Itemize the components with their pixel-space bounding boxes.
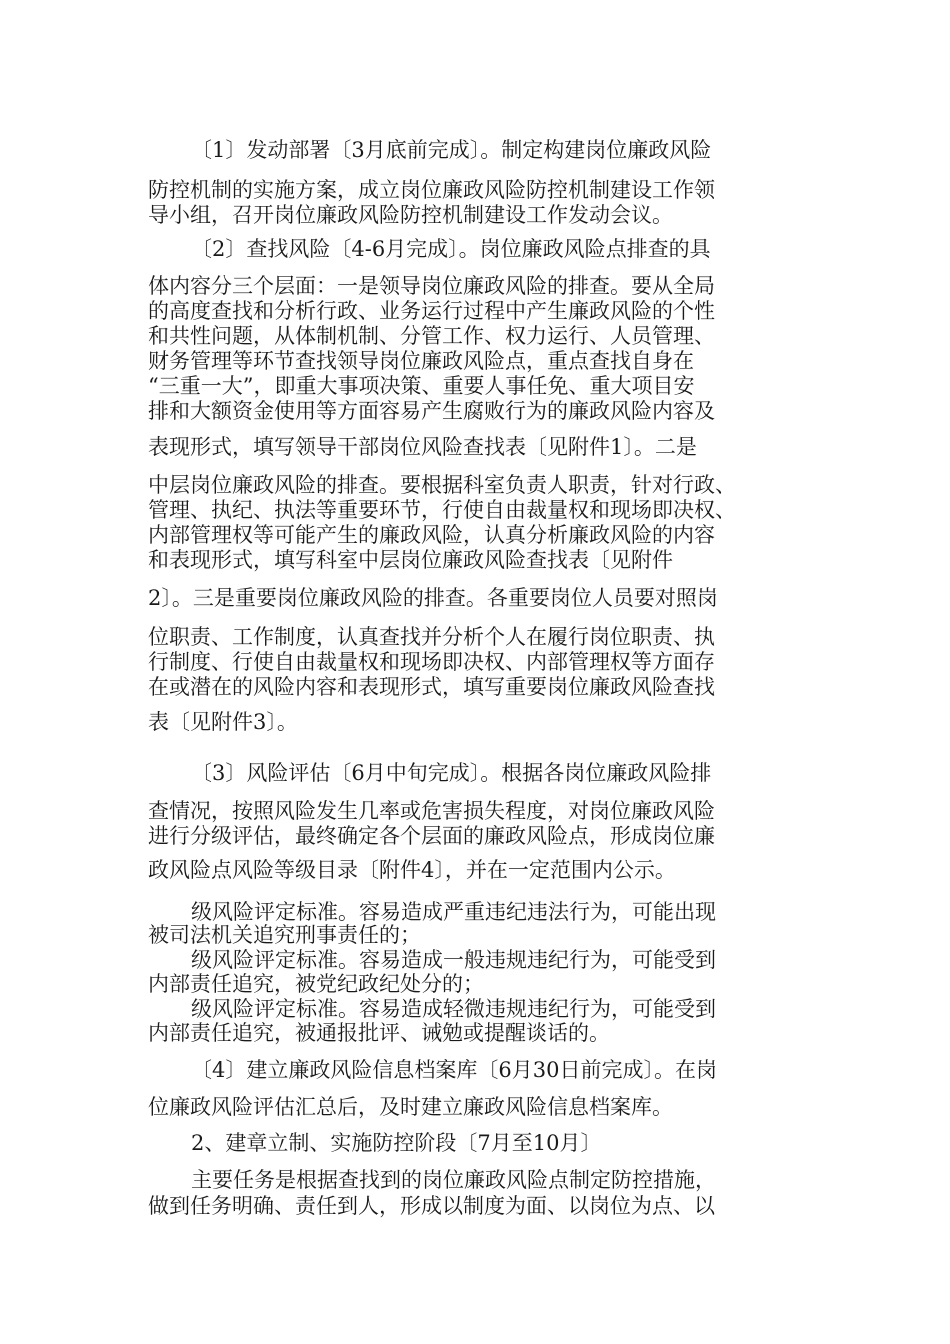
section-heading: 2、建章立制、实施防控阶段〔7月至10月〕 [191,1131,602,1155]
text-line: 进行分级评估，最终确定各个层面的廉政风险点，形成岗位廉 [148,824,715,848]
text-line: 排和大额资金使用等方面容易产生腐败行为的廉政风险内容及 [148,399,715,423]
text-line: 2〕。三是重要岗位廉政风险的排查。各重要岗位人员要对照岗 [148,586,718,610]
text-line: 查情况，按照风险发生几率或危害损失程度，对岗位廉政风险 [148,799,715,823]
text-line: 财务管理等环节查找领导岗位廉政风险点，重点查找自身在 [148,349,694,373]
text-line: 在或潜在的风险内容和表现形式，填写重要岗位廉政风险查找 [148,675,715,699]
text-line: 行制度、行使自由裁量权和现场即决权、内部管理权等方面存 [148,650,715,674]
text-line: 内部管理权等可能产生的廉政风险，认真分析廉政风险的内容 [148,523,715,547]
text-line: 做到任务明确、责任到人，形成以制度为面、以岗位为点、以 [148,1194,715,1218]
text-line: 被司法机关追究刑事责任的； [148,923,421,947]
text-line: 管理、执纪、执法等重要环节，行使自由裁量权和现场即决权、 [148,498,736,522]
text-line: 表〔见附件3〕。 [148,710,298,734]
text-line: 内部责任追究，被党纪政纪处分的； [148,972,484,996]
text-line: 级风险评定标准。容易造成一般违规违纪行为，可能受到 [191,948,716,972]
text-line: 〔1〕发动部署〔3月底前完成〕。制定构建岗位廉政风险 [191,138,712,162]
text-line: “三重一大”，即重大事项决策、重要人事任免、重大项目安 [148,374,695,398]
text-line: 和共性问题，从体制机制、分管工作、权力运行、人员管理、 [148,324,715,348]
text-line: 位职责、工作制度，认真查找并分析个人在履行岗位职责、执 [148,625,715,649]
text-line: 主要任务是根据查找到的岗位廉政风险点制定防控措施， [191,1168,716,1192]
text-line: 内部责任追究，被通报批评、诫勉或提醒谈话的。 [148,1021,610,1045]
text-line: 中层岗位廉政风险的排查。要根据科室负责人职责，针对行政、 [148,473,736,497]
text-line: 〔3〕风险评估〔6月中旬完成〕。根据各岗位廉政风险排 [191,761,712,785]
text-line: 〔2〕查找风险〔4-6月完成〕。岗位廉政风险点排查的具 [191,237,711,261]
text-line: 导小组，召开岗位廉政风险防控机制建设工作发动会议。 [148,203,673,227]
text-line: 表现形式，填写领导干部岗位风险查找表〔见附件1〕。二是 [148,435,697,459]
text-line: 防控机制的实施方案，成立岗位廉政风险防控机制建设工作领 [148,178,715,202]
text-line: 的高度查找和分析行政、业务运行过程中产生廉政风险的个性 [148,299,715,323]
text-line: 位廉政风险评估汇总后，及时建立廉政风险信息档案库。 [148,1095,673,1119]
text-line: 政风险点风险等级目录〔附件4〕，并在一定范围内公示。 [148,858,676,882]
text-line: 〔4〕建立廉政风险信息档案库〔6月30日前完成〕。在岗 [191,1058,717,1082]
text-line: 体内容分三个层面：一是领导岗位廉政风险的排查。要从全局 [148,274,715,298]
text-line: 级风险评定标准。容易造成严重违纪违法行为，可能出现 [191,900,716,924]
text-line: 级风险评定标准。容易造成轻微违规违纪行为，可能受到 [191,997,716,1021]
text-line: 和表现形式，填写科室中层岗位廉政风险查找表〔见附件 [148,548,673,572]
